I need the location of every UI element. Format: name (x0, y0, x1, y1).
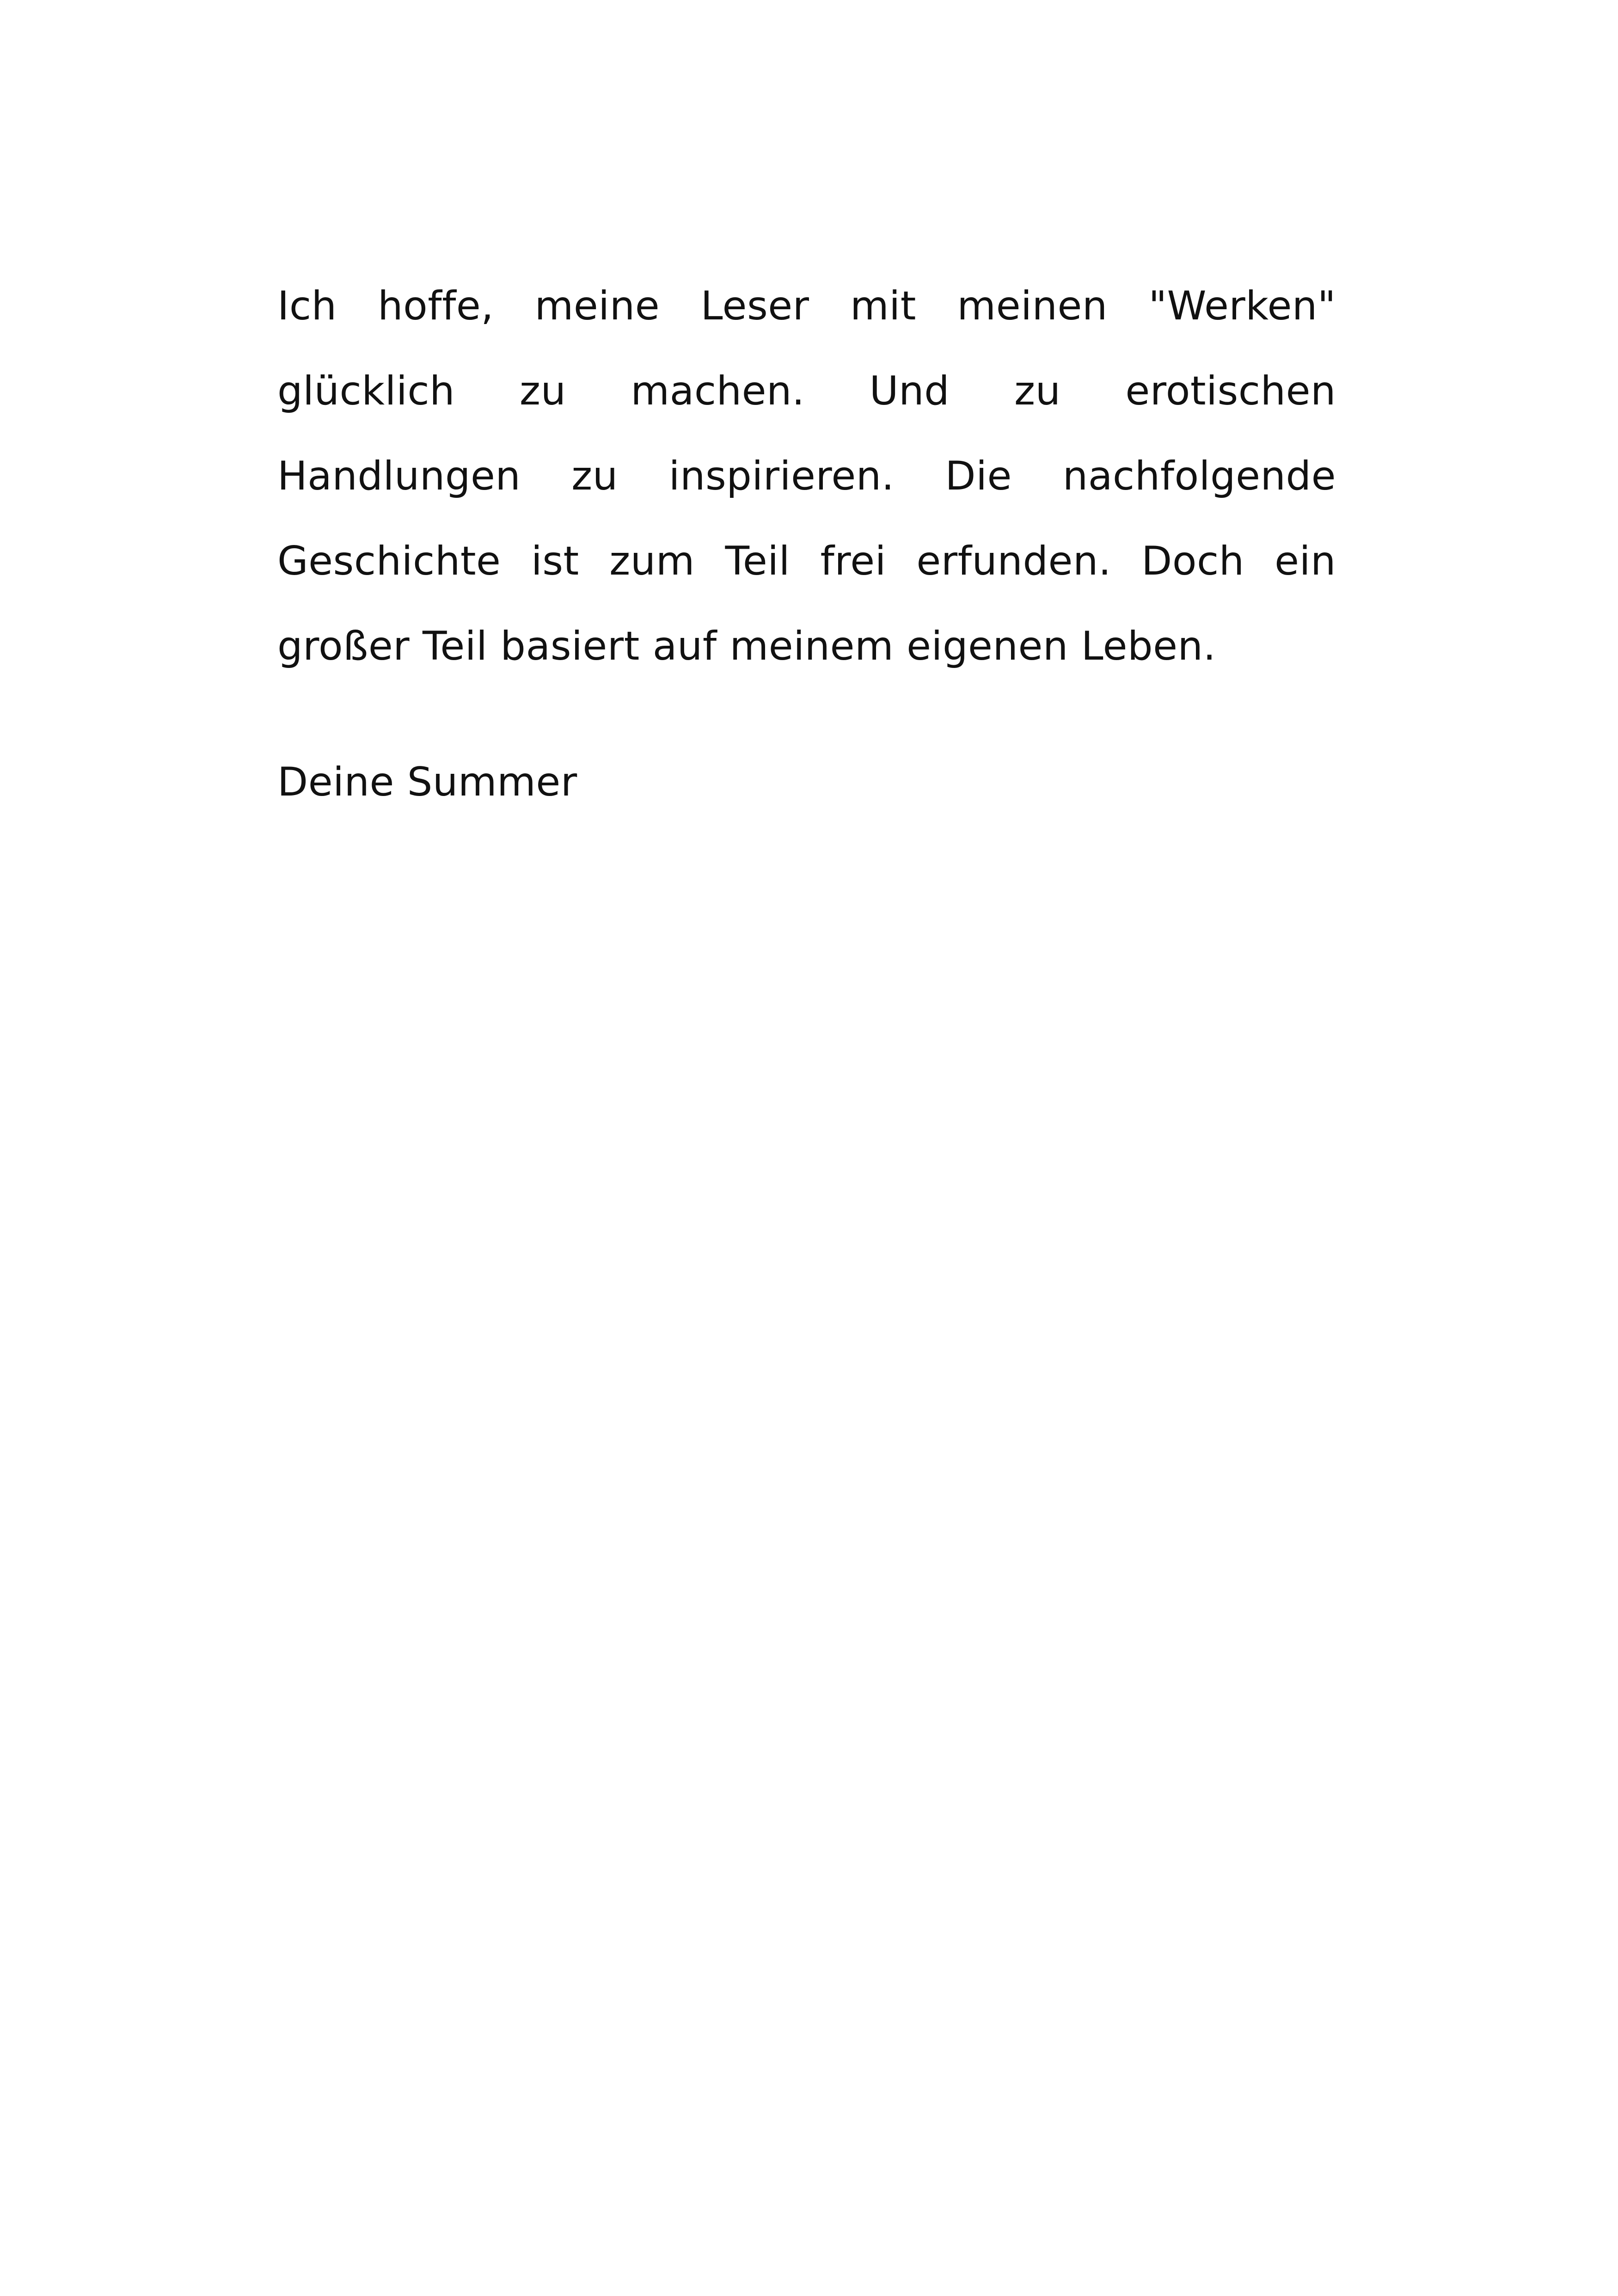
paragraph-line-1: Ich hoffe, meine Leser mit meinen "Werken" (277, 283, 1336, 329)
signature: Deine Summer (277, 759, 577, 805)
paragraph-line-3: Handlungen zu inspirieren. Die nachfolgende (277, 453, 1336, 499)
paragraph-line-5: großer Teil basiert auf meinem eigenen Leben. (277, 623, 1216, 669)
paragraph-line-2: glücklich zu machen. Und zu erotischen (277, 368, 1336, 414)
body-paragraph (277, 263, 1336, 689)
paragraph-line-4: Geschichte ist zum Teil frei erfunden. Doch ein (277, 538, 1336, 584)
